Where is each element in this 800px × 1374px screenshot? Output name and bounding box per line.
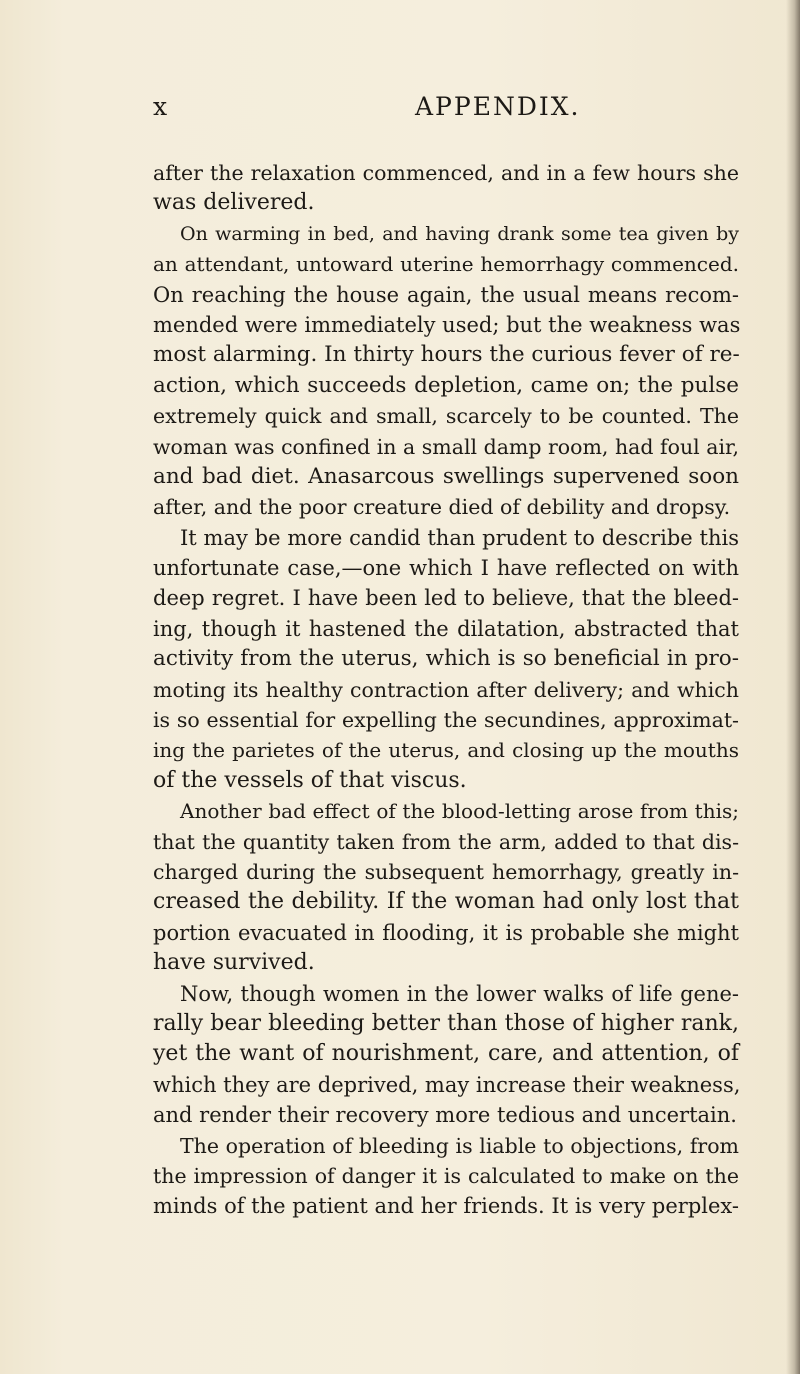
- text-line: creased the debility. If the woman had only lost that: [153, 889, 739, 915]
- text-line: and bad diet. Anasarcous swellings supervened soon: [153, 463, 739, 489]
- text-line: that the quantity taken from the arm, added to that dis-: [153, 829, 739, 854]
- text-line: woman was confined in a small damp room, had foul air,: [153, 434, 740, 459]
- text-line: is so essential for expelling the secundines, approximat-: [153, 708, 739, 733]
- text-line: which they are deprived, may increase their weakness,: [153, 1072, 741, 1097]
- text-line: mended were immediately used; but the weakness was: [153, 312, 741, 337]
- text-line: The operation of bleeding is liable to objections, from: [180, 1133, 739, 1158]
- page-header: [153, 92, 733, 132]
- text-line: It may be more candid than prudent to describe this: [180, 525, 739, 550]
- text-line: extremely quick and small, scarcely to be counted. The: [153, 404, 739, 429]
- text-line: On warming in bed, and having drank some tea given by: [180, 222, 739, 245]
- text-line: moting its healthy contraction after delivery; and which: [153, 677, 739, 702]
- text-line: ing the parietes of the uterus, and closing up the mouths: [153, 738, 739, 763]
- text-line: of the vessels of that viscus.: [153, 767, 467, 793]
- text-line: portion evacuated in flooding, it is probable she might: [153, 920, 739, 945]
- text-line: Another bad effect of the blood-letting arose from this;: [180, 799, 739, 824]
- text-line: and render their recovery more tedious and uncertain.: [153, 1103, 737, 1128]
- text-line: an attendant, untoward uterine hemorrhagy commenced.: [153, 252, 739, 277]
- text-line: activity from the uterus, which is so beneficial in pro-: [153, 646, 739, 672]
- text-line: was delivered.: [153, 190, 315, 216]
- page-gutter-shadow: [786, 0, 800, 1374]
- page-number: x: [153, 92, 169, 121]
- text-line: deep regret. I have been led to believe, that the bleed-: [153, 586, 739, 611]
- text-line: have survived.: [153, 950, 315, 976]
- text-line: On reaching the house again, the usual means recom-: [153, 282, 739, 307]
- text-line: most alarming. In thirty hours the curious fever of re-: [153, 342, 740, 368]
- text-line: after, and the poor creature died of debility and dropsy.: [153, 495, 731, 520]
- text-line: ing, though it hastened the dilatation, abstracted that: [153, 616, 739, 641]
- running-head: APPENDIX.: [415, 92, 581, 121]
- text-line: charged during the subsequent hemorrhagy, greatly in-: [153, 859, 739, 884]
- text-line: Now, though women in the lower walks of life gene-: [180, 981, 739, 1006]
- text-line: rally bear bleeding better than those of higher rank,: [153, 1010, 739, 1036]
- body-text: [153, 158, 739, 1222]
- text-line: action, which succeeds depletion, came on; the pulse: [153, 372, 739, 398]
- text-line: yet the want of nourishment, care, and attention, of: [153, 1041, 739, 1067]
- text-line: unfortunate case,—one which I have reflected on with: [153, 556, 739, 581]
- text-line: after the relaxation commenced, and in a few hours she: [153, 161, 739, 185]
- text-line: the impression of danger it is calculated to make on the: [153, 1163, 739, 1188]
- text-line: minds of the patient and her friends. It is very perplex-: [153, 1194, 739, 1219]
